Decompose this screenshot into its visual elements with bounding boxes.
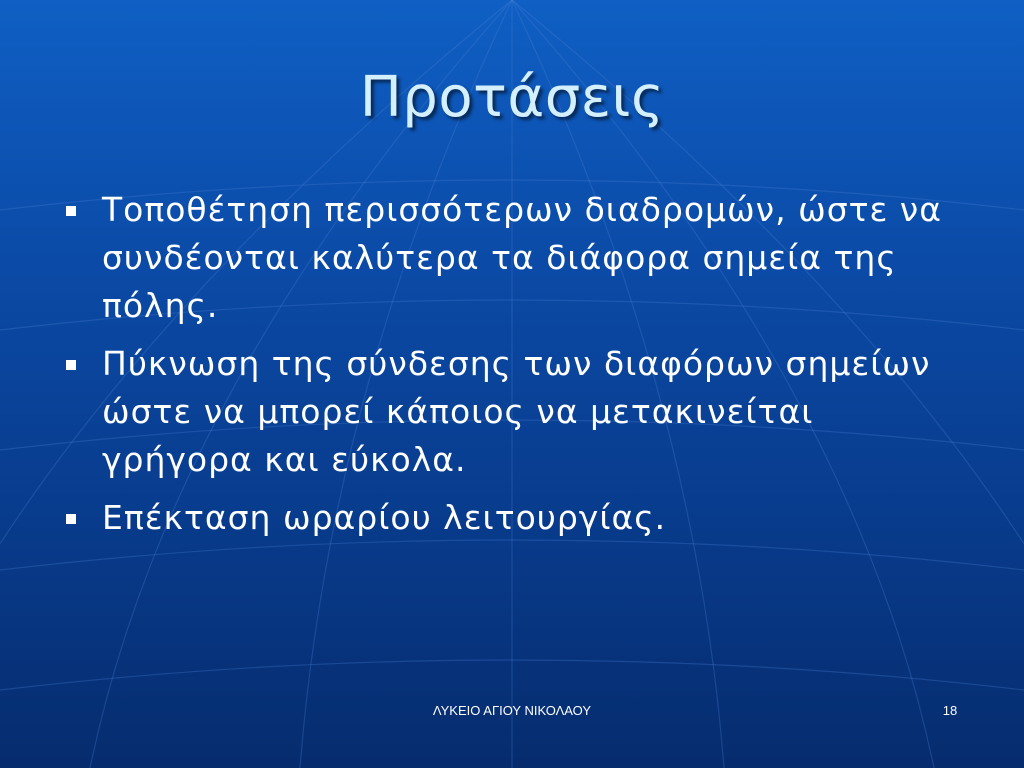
slide-title: Προτάσεις [359, 65, 665, 130]
footer-text: ΛΥΚΕΙΟ ΑΓΙΟΥ ΝΙΚΟΛΑΟΥ [432, 703, 592, 718]
bullet-item [60, 186, 960, 330]
slide-number: 18 [942, 703, 958, 718]
square-bullet-icon [66, 360, 76, 370]
bullet-list [60, 186, 960, 552]
square-bullet-icon [66, 206, 76, 216]
bullet-item [60, 340, 960, 484]
square-bullet-icon [66, 514, 76, 524]
bullet-text: Πύκνωση της σύνδεσης των διαφόρων σημείων ώστε να μπορεί κάποιος να μετακινείται γρήγορα και εύκολα. [102, 344, 931, 479]
bullet-text: Επέκταση ωραρίου λειτουργίας. [102, 498, 667, 537]
bullet-item [60, 494, 960, 542]
bullet-text: Τοποθέτηση περισσότερων διαδρομών, ώστε να συνδέονται καλύτερα τα διάφορα σημεία της πόλης. [102, 190, 942, 325]
